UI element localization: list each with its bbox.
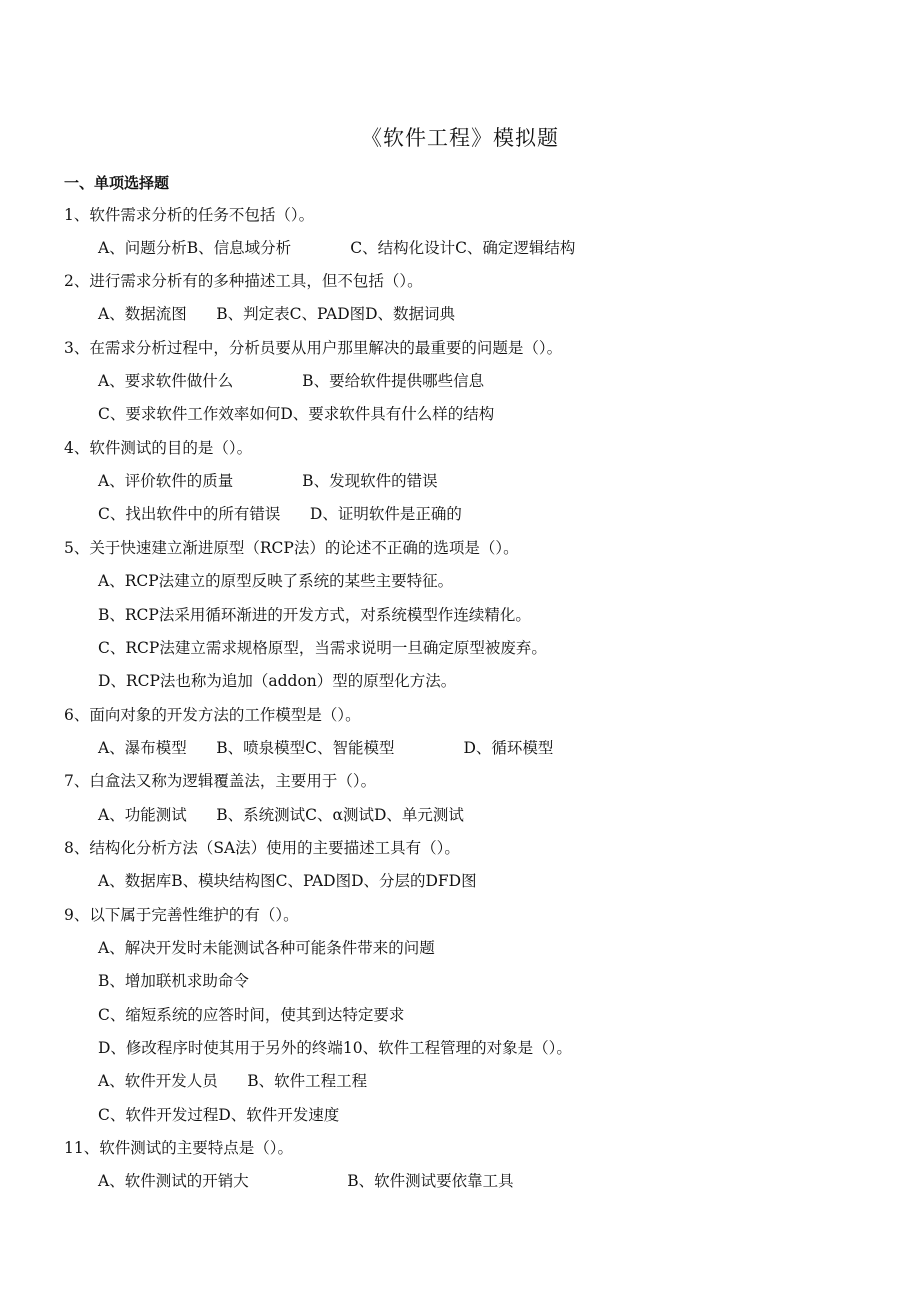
- question-3: 3、在需求分析过程中，分析员要从用户那里解决的最重要的问题是（）。: [64, 339, 563, 357]
- question-8: 8、结构化分析方法（SA法）使用的主要描述工具有（）。: [64, 839, 460, 857]
- question-5: 5、关于快速建立渐进原型（RCP法）的论述不正确的选项是（）。: [64, 539, 519, 557]
- question-5-option-d: D、RCP法也称为追加（addon）型的原型化方法。: [98, 672, 457, 690]
- question-8-options: A、数据库B、模块结构图C、PAD图D、分层的DFD图: [98, 872, 477, 890]
- question-3-options-cd: C、要求软件工作效率如何D、要求软件具有什么样的结构: [98, 405, 495, 423]
- question-5-option-a: A、RCP法建立的原型反映了系统的某些主要特征。: [98, 572, 454, 590]
- question-1: 1、软件需求分析的任务不包括（）。: [64, 206, 315, 224]
- question-10-options-cd: C、软件开发过程D、软件开发速度: [98, 1106, 340, 1124]
- question-6: 6、面向对象的开发方法的工作模型是（）。: [64, 706, 361, 724]
- question-11-options-ab: A、软件测试的开销大 B、软件测试要依靠工具: [98, 1172, 514, 1190]
- question-10-options-ab: A、软件开发人员 B、软件工程工程: [98, 1072, 368, 1090]
- question-6-options: A、瀑布模型 B、喷泉模型C、智能模型 D、循环模型: [98, 739, 554, 757]
- question-9-option-a: A、解决开发时未能测试各种可能条件带来的问题: [98, 939, 435, 957]
- question-2: 2、进行需求分析有的多种描述工具，但不包括（）。: [64, 272, 423, 290]
- question-9-option-d: D、修改程序时使其用于另外的终端10、软件工程管理的对象是（）。: [98, 1039, 572, 1057]
- question-11: 11、软件测试的主要特点是（）。: [64, 1139, 293, 1157]
- question-5-option-b: B、RCP法采用循环渐进的开发方式，对系统模型作连续精化。: [98, 606, 531, 624]
- question-5-option-c: C、RCP法建立需求规格原型，当需求说明一旦确定原型被废弃。: [98, 639, 547, 657]
- question-9: 9、以下属于完善性维护的有（）。: [64, 906, 299, 924]
- question-7-options: A、功能测试 B、系统测试C、α测试D、单元测试: [98, 806, 464, 824]
- question-4-options-cd: C、找出软件中的所有错误 D、证明软件是正确的: [98, 505, 462, 523]
- question-4: 4、软件测试的目的是（）。: [64, 439, 253, 457]
- question-4-options-ab: A、评价软件的质量 B、发现软件的错误: [98, 472, 438, 490]
- section-heading: 一、单项选择题: [64, 174, 170, 192]
- question-3-options-ab: A、要求软件做什么 B、要给软件提供哪些信息: [98, 372, 485, 390]
- question-1-options: A、问题分析B、信息域分析 C、结构化设计C、确定逻辑结构: [98, 239, 576, 257]
- question-7: 7、白盒法又称为逻辑覆盖法，主要用于（）。: [64, 772, 377, 790]
- question-9-option-c: C、缩短系统的应答时间，使其到达特定要求: [98, 1006, 405, 1024]
- page-title: 《软件工程》模拟题: [361, 126, 559, 150]
- question-9-option-b: B、增加联机求助命令: [98, 972, 249, 990]
- question-2-options: A、数据流图 B、判定表C、PAD图D、数据词典: [98, 305, 456, 323]
